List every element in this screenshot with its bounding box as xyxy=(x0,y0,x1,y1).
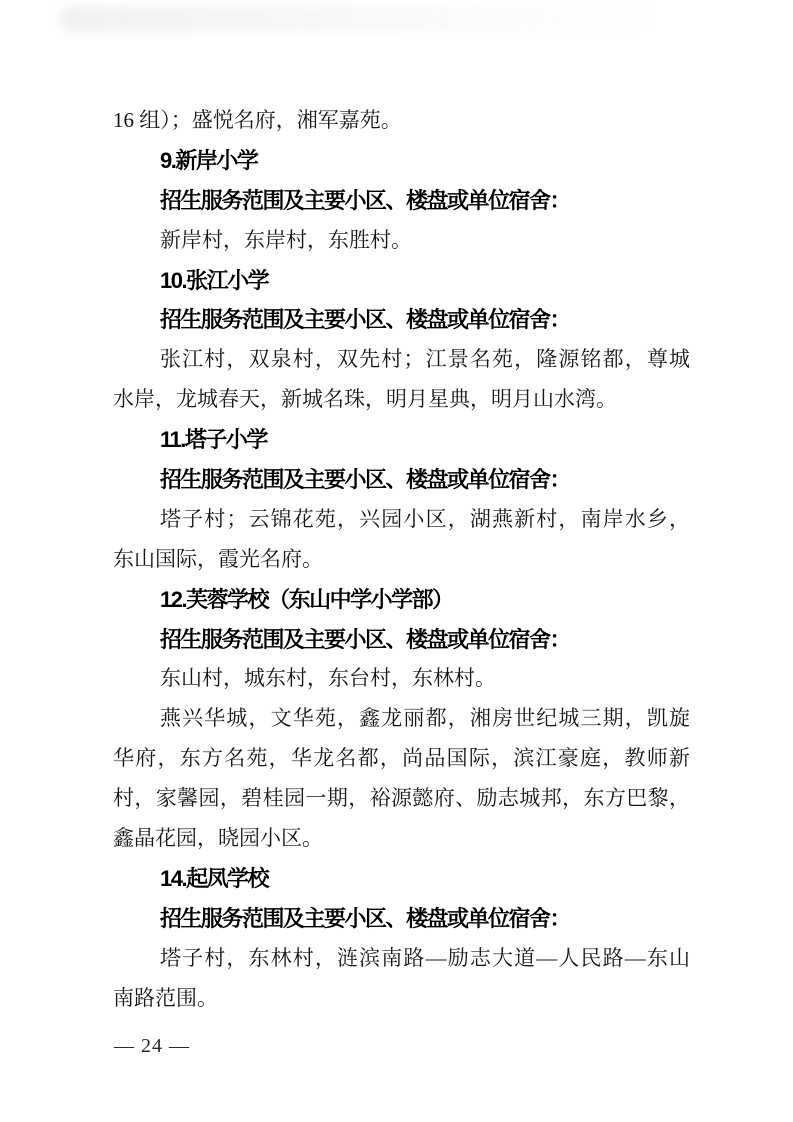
text-line: 东山国际，霞光名府。 xyxy=(113,546,323,571)
text-line: 燕兴华城，文华苑，鑫龙丽都，湘房世纪城三期，凯旋 xyxy=(160,706,690,731)
text-line: 招生服务范围及主要小区、楼盘或单位宿舍： xyxy=(160,307,571,333)
text-line: 招生服务范围及主要小区、楼盘或单位宿舍： xyxy=(160,187,571,213)
text-line: 塔子村，东林村，涟滨南路—励志大道—人民路—东山 xyxy=(160,945,690,970)
scan-artifact xyxy=(60,6,660,32)
text-line: 9.新岸小学 xyxy=(160,147,258,173)
text-line: 华府，东方名苑，华龙名都，尚品国际，滨江豪庭，教师新 xyxy=(113,746,690,771)
text-line: 张江村，双泉村，双先村；江景名苑，隆源铭都，尊城 xyxy=(160,347,690,372)
text-line: 10.张江小学 xyxy=(160,267,269,293)
text-line: 村，家馨园，碧桂园一期，裕源懿府、励志城邦，东方巴黎， xyxy=(113,786,690,811)
text-line: 新岸村，东岸村，东胜村。 xyxy=(160,227,412,252)
text-line: 16 组）；盛悦名府，湘军嘉苑。 xyxy=(113,108,402,132)
text-line: 12.芙蓉学校（东山中学小学部） xyxy=(160,586,453,612)
page-number: — 24 — xyxy=(114,1035,190,1057)
text-line: 11.塔子小学 xyxy=(160,427,267,453)
text-line: 招生服务范围及主要小区、楼盘或单位宿舍： xyxy=(160,905,571,931)
text-line: 南路范围。 xyxy=(113,985,218,1010)
text-line: 鑫晶花园，晓园小区。 xyxy=(113,826,323,851)
text-line: 招生服务范围及主要小区、楼盘或单位宿舍： xyxy=(160,467,571,493)
document-body xyxy=(113,101,690,1018)
text-line: 招生服务范围及主要小区、楼盘或单位宿舍： xyxy=(160,626,571,652)
text-line: 塔子村；云锦花苑，兴园小区，湖燕新村，南岸水乡， xyxy=(160,506,690,531)
text-line: 东山村，城东村，东台村，东林村。 xyxy=(160,666,496,691)
text-line: 水岸，龙城春天，新城名珠，明月星典，明月山水湾。 xyxy=(113,387,617,412)
text-line: 14.起凤学校 xyxy=(160,865,269,891)
